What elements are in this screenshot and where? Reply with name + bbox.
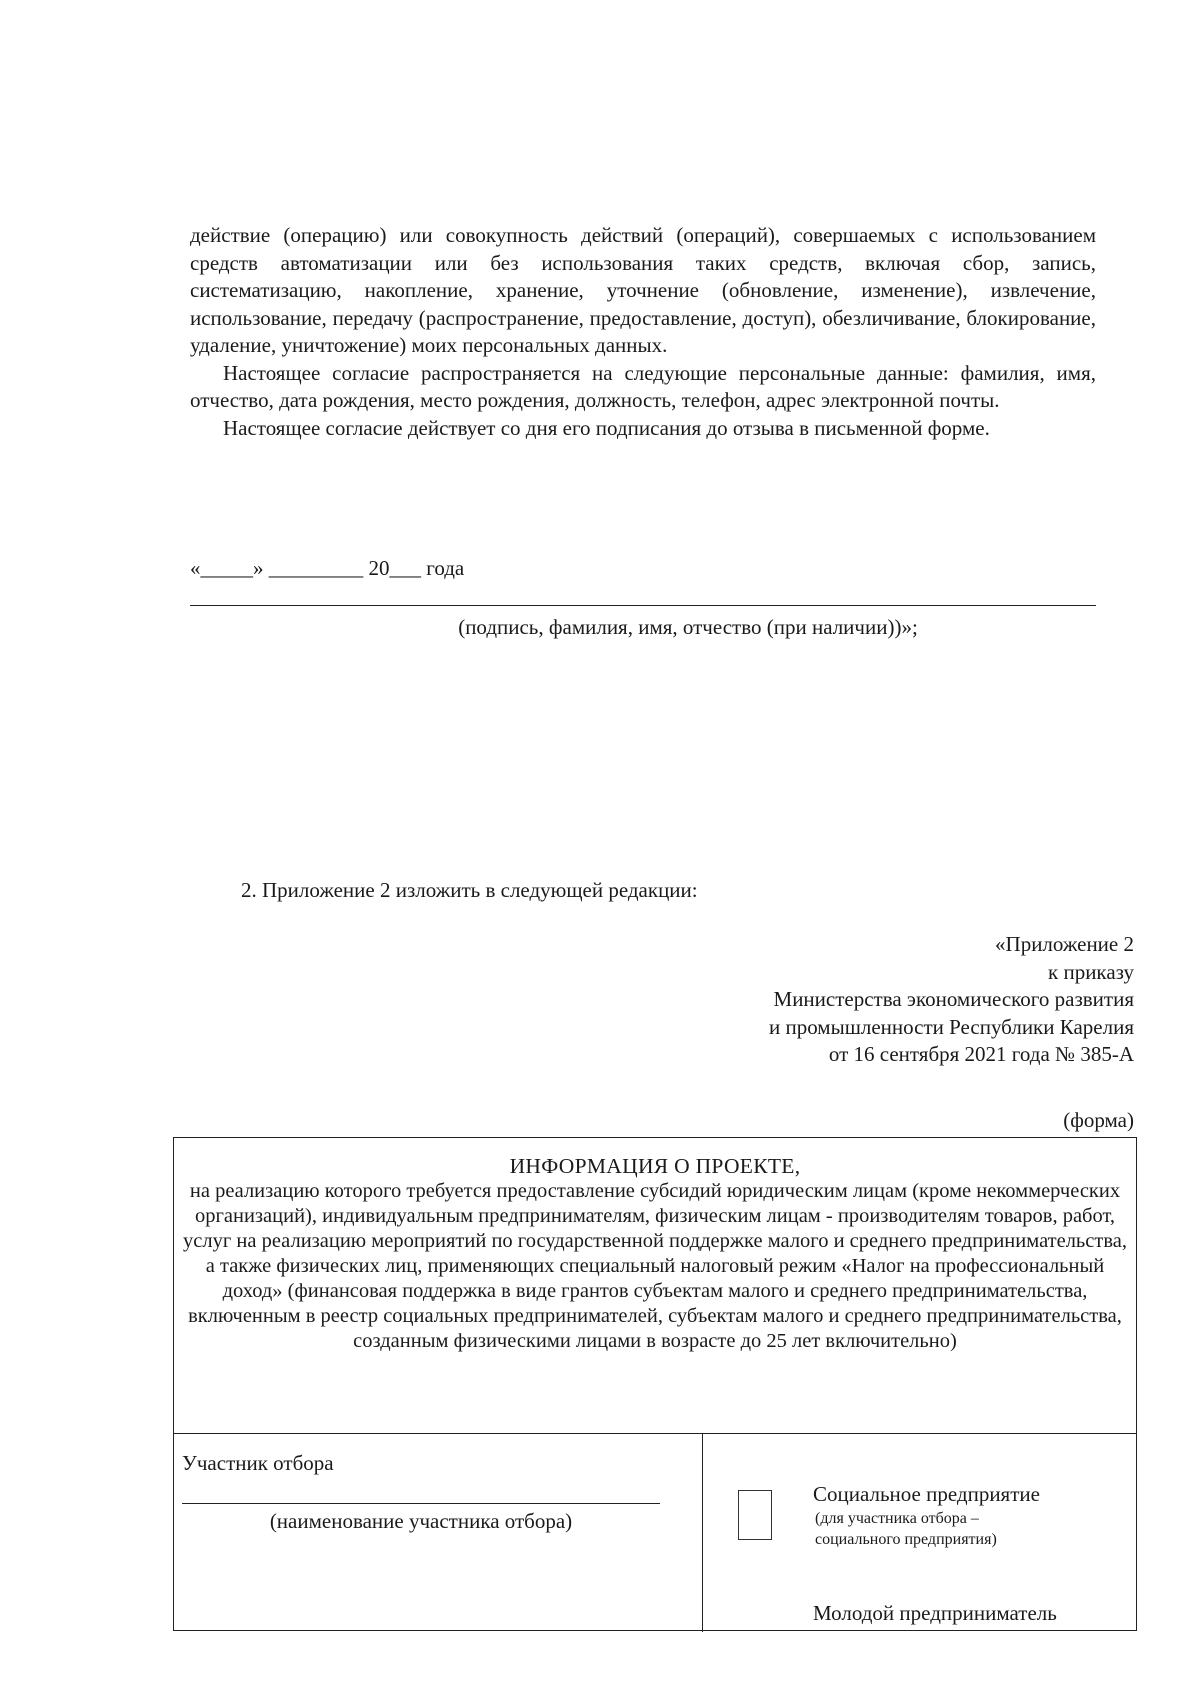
appendix-line: «Приложение 2 <box>995 932 1134 956</box>
project-info-form <box>173 1137 1137 1631</box>
signature-date-line: «_____» _________ 20___ года <box>190 556 465 580</box>
form-header-cell <box>174 1138 1136 1434</box>
social-enterprise-note <box>815 1508 997 1550</box>
consent-paragraph-processing: действие (операцию) или совокупность действий (операций), совершаемых с использованием средств автоматизации или без использования таких средств, включая сбор, запись, систематизацию, накопление, хранение, уточнение (обновление, изменение), извлечение, использование, передачу (распространение, предоставление, доступ), обезличивание, блокирование, удаление, уничтожение) моих персональных данных. <box>190 223 1096 357</box>
appendix-line: от 16 сентября 2021 года № 385-А <box>828 1042 1134 1066</box>
form-label: (форма) <box>1063 1108 1134 1132</box>
young-entrepreneur-label: Молодой предприниматель <box>813 1601 1057 1625</box>
form-description: на реализацию которого требуется предоставление субсидий юридическим лицам (кроме некоммерческих организаций), индивидуальным предпринимателям, физическим лицам - производителям товаров, работ, услуг на реализацию мероприятий по государственной поддержке малого и среднего предпринимательства, а также физических лиц, применяющих специальный налоговый режим «Налог на профессиональный доход» (финансовая поддержка в виде грантов субъектам малого и среднего предпринимательства, включенным в реестр социальных предпринимателей, субъектам малого и среднего предпринимательства, созданным физическими лицами в возрасте до 25 лет включительно) <box>183 1180 1127 1352</box>
social-enterprise-label: Социальное предприятие <box>813 1482 1040 1506</box>
form-title: ИНФОРМАЦИЯ О ПРОЕКТЕ, <box>509 1154 801 1178</box>
column-divider <box>702 1434 703 1632</box>
participant-label: Участник отбора <box>182 1451 334 1475</box>
social-enterprise-note-line: социального предприятия) <box>815 1531 997 1548</box>
consent-text <box>190 222 1096 442</box>
appendix-line: и промышленности Республики Карелия <box>768 1014 1134 1039</box>
appendix-line: к приказу <box>1048 959 1134 984</box>
appendix-header <box>769 931 1134 1069</box>
signature-caption: (подпись, фамилия, имя, отчество (при наличии))»; <box>458 615 918 639</box>
consent-paragraph-data-scope: Настоящее согласие распространяется на следующие персональные данные: фамилия, имя, отчество, дата рождения, место рождения, должность, телефон, адрес электронной почты. <box>190 360 1096 412</box>
social-enterprise-note-line: (для участника отбора – <box>815 1510 979 1527</box>
participant-caption: (наименование участника отбора) <box>269 1509 573 1533</box>
appendix-line: Министерства экономического развития <box>773 987 1134 1011</box>
amendment-item-2: 2. Приложение 2 изложить в следующей редакции: <box>241 878 698 902</box>
signature-underline <box>190 605 1096 606</box>
participant-name-field[interactable] <box>182 1503 660 1504</box>
social-enterprise-checkbox[interactable] <box>738 1490 772 1540</box>
consent-paragraph-validity: Настоящее согласие действует со дня его подписания до отзыва в письменной форме. <box>223 415 990 440</box>
